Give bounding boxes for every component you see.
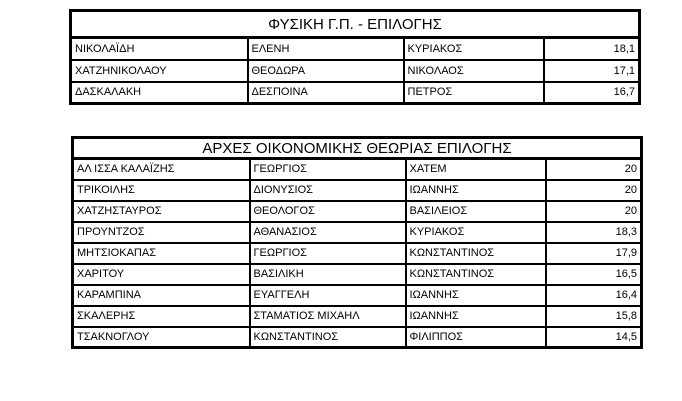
surname-cell: ΔΑΣΚΑΛΑΚΗ: [71, 82, 248, 104]
first-name-cell: ΔΙΟΝΥΣΙΟΣ: [250, 180, 406, 201]
surname-cell: ΤΣΑΚΝΟΓΛΟΥ: [73, 327, 250, 348]
first-name-cell: ΚΩΝΣΤΑΝΤΙΝΟΣ: [250, 327, 406, 348]
first-name-cell: ΘΕΟΛΟΓΟΣ: [250, 201, 406, 222]
grade-cell: 16,4: [546, 285, 642, 306]
grade-cell: 20: [546, 159, 642, 180]
first-name-cell: ΔΕΣΠΟΙΝΑ: [248, 82, 404, 104]
table-row: [73, 306, 642, 327]
grade-cell: 16,5: [546, 264, 642, 285]
table-row: [73, 180, 642, 201]
father-name-cell: ΝΙΚΟΛΑΟΣ: [404, 60, 544, 82]
father-name-cell: ΒΑΣΙΛΕΙΟΣ: [406, 201, 546, 222]
surname-cell: ΧΑΤΖΗΝΙΚΟΛΑΟΥ: [71, 60, 248, 82]
first-name-cell: ΓΕΩΡΓΙΟΣ: [250, 243, 406, 264]
surname-cell: ΤΡΙΚΟΙΛΗΣ: [73, 180, 250, 201]
first-name-cell: ΣΤΑΜΑΤΙΟΣ ΜΙΧΑΗΛ: [250, 306, 406, 327]
table-title-row: [73, 138, 642, 159]
table-row: [73, 285, 642, 306]
father-name-cell: ΙΩΑΝΝΗΣ: [406, 180, 546, 201]
grade-cell: 18,1: [544, 38, 640, 60]
table-title-row: [71, 11, 640, 38]
father-name-cell: ΠΕΤΡΟΣ: [404, 82, 544, 104]
table-row: [71, 38, 640, 60]
table-row: [73, 264, 642, 285]
table-row: [73, 243, 642, 264]
father-name-cell: ΚΥΡΙΑΚΟΣ: [406, 222, 546, 243]
grade-cell: 16,7: [544, 82, 640, 104]
table-row: [71, 82, 640, 104]
grades-table-economics: [71, 136, 643, 349]
father-name-cell: ΚΥΡΙΑΚΟΣ: [404, 38, 544, 60]
first-name-cell: ΓΕΩΡΓΙΟΣ: [250, 159, 406, 180]
table-title: ΦΥΣΙΚΗ Γ.Π. - ΕΠΙΛΟΓΗΣ: [71, 11, 640, 38]
table-row: [73, 222, 642, 243]
table-row: [73, 201, 642, 222]
first-name-cell: ΕΥΑΓΓΕΛΗ: [250, 285, 406, 306]
father-name-cell: ΙΩΑΝΝΗΣ: [406, 285, 546, 306]
surname-cell: ΣΚΑΛΕΡΗΣ: [73, 306, 250, 327]
table-row: [73, 327, 642, 348]
surname-cell: ΧΑΡΙΤΟΥ: [73, 264, 250, 285]
grade-cell: 20: [546, 180, 642, 201]
grade-cell: 14,5: [546, 327, 642, 348]
father-name-cell: ΦΙΛΙΠΠΟΣ: [406, 327, 546, 348]
surname-cell: ΑΛ ΙΣΣΑ ΚΑΛΑΪΖΗΣ: [73, 159, 250, 180]
grade-cell: 15,8: [546, 306, 642, 327]
first-name-cell: ΕΛΕΝΗ: [248, 38, 404, 60]
grade-cell: 20: [546, 201, 642, 222]
surname-cell: ΜΗΤΣΙΟΚΑΠΑΣ: [73, 243, 250, 264]
grade-cell: 18,3: [546, 222, 642, 243]
grade-cell: 17,9: [546, 243, 642, 264]
first-name-cell: ΒΑΣΙΛΙΚΗ: [250, 264, 406, 285]
father-name-cell: ΚΩΝΣΤΑΝΤΙΝΟΣ: [406, 264, 546, 285]
first-name-cell: ΑΘΑΝΑΣΙΟΣ: [250, 222, 406, 243]
father-name-cell: ΙΩΑΝΝΗΣ: [406, 306, 546, 327]
surname-cell: ΧΑΤΖΗΣΤΑΥΡΟΣ: [73, 201, 250, 222]
grades-table-physics: [69, 9, 641, 105]
father-name-cell: ΚΩΝΣΤΑΝΤΙΝΟΣ: [406, 243, 546, 264]
surname-cell: ΝΙΚΟΛΑΪΔΗ: [71, 38, 248, 60]
first-name-cell: ΘΕΟΔΩΡΑ: [248, 60, 404, 82]
table-row: [71, 60, 640, 82]
father-name-cell: ΧΑΤΕΜ: [406, 159, 546, 180]
grade-cell: 17,1: [544, 60, 640, 82]
table-row: [73, 159, 642, 180]
table-title: ΑΡΧΕΣ ΟΙΚΟΝΟΜΙΚΗΣ ΘΕΩΡΙΑΣ ΕΠΙΛΟΓΗΣ: [73, 138, 642, 159]
surname-cell: ΠΡΟΥΝΤΖΟΣ: [73, 222, 250, 243]
surname-cell: ΚΑΡΑΜΠΙΝΑ: [73, 285, 250, 306]
